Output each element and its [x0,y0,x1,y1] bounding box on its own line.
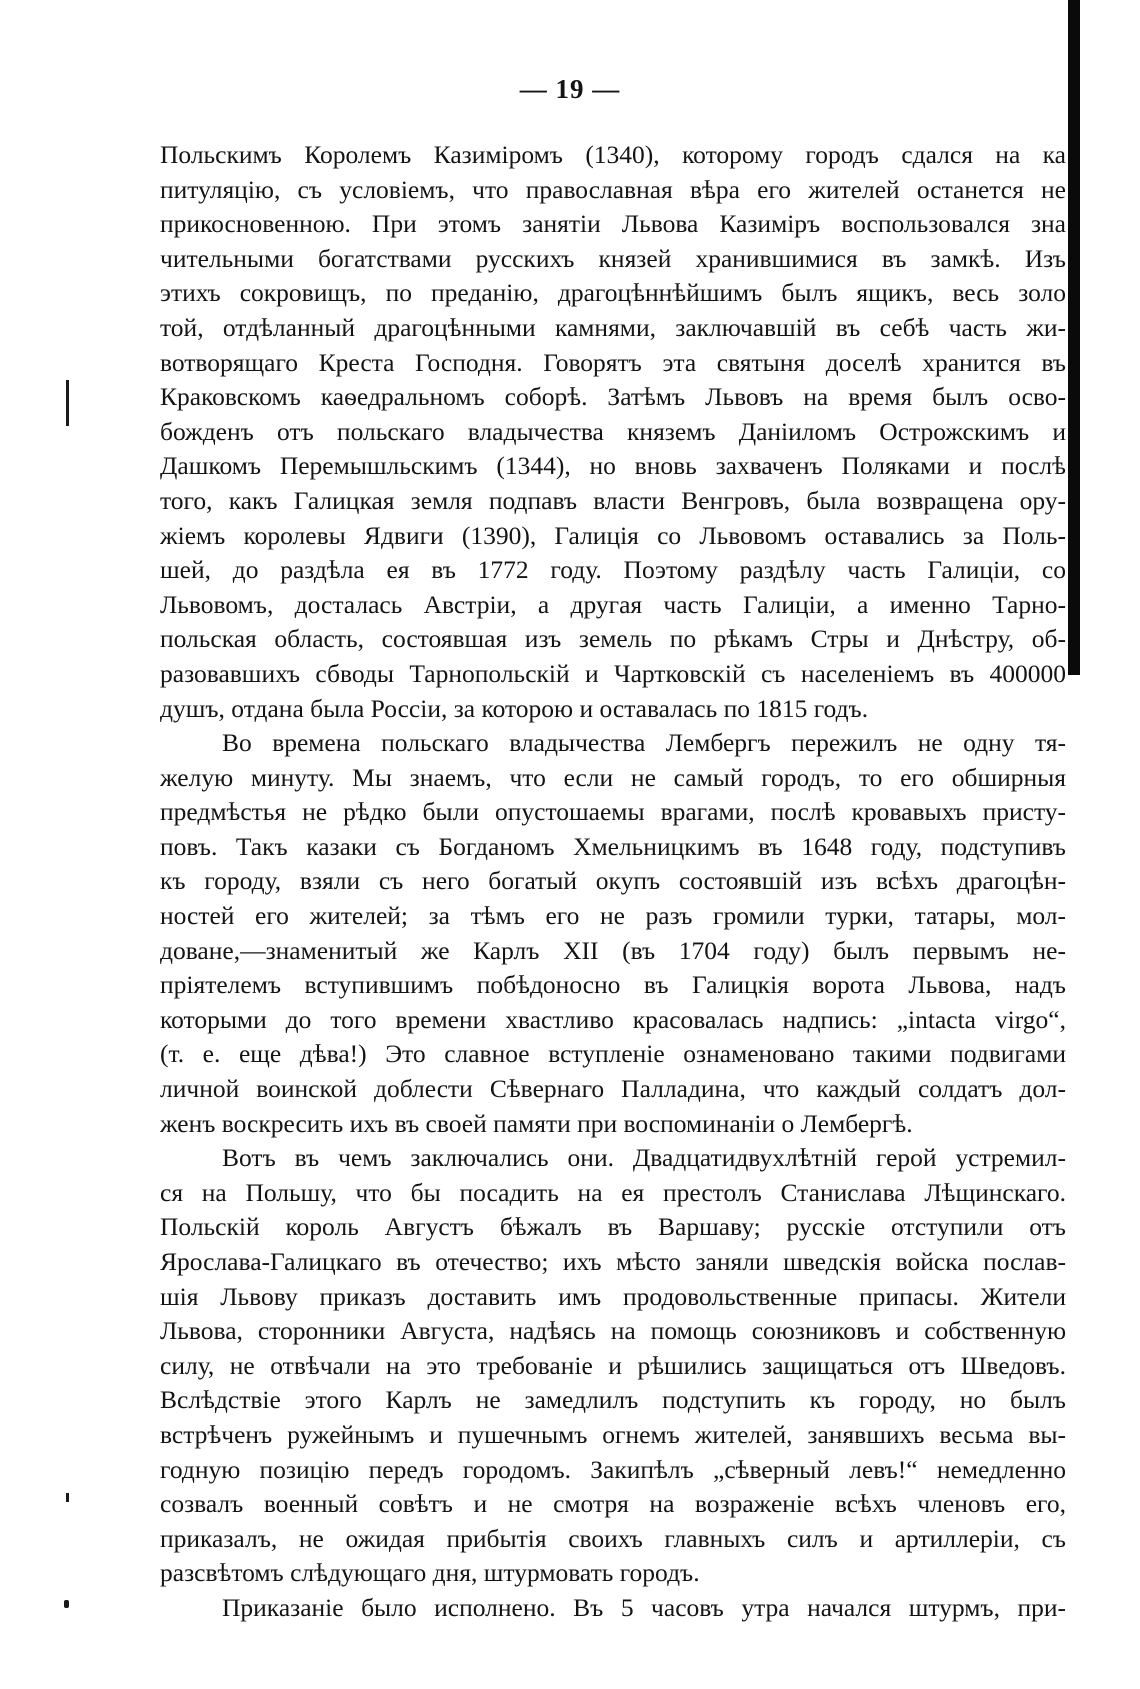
body-text [160,138,1066,1626]
text-line: той, отдѣланный драгоцѣнными камнями, заключавшій въ себѣ часть жи- [160,312,1066,342]
text-line: Польскій король Августъ бѣжалъ въ Варшаву; русскіе отступили отъ [160,1212,1066,1242]
text-line: Дашкомъ Перемышльскимъ (1344), но вновь захваченъ Поляками и послѣ [160,451,1066,481]
text-line: предмѣстья не рѣдко были опустошаемы врагами, послѣ кровавыхъ присту- [160,797,1066,827]
text-line: разсвѣтомъ слѣдующаго дня, штурмовать городъ. [160,1558,700,1588]
text-line: польская область, состоявшая изъ земель по рѣкамъ Стры и Днѣстру, об- [160,624,1066,654]
text-line: того, какъ Галицкая земля подпавъ власти Венгровъ, была возвращена ору- [160,485,1066,515]
text-line: Ярослава-Галицкаго въ отечество; ихъ мѣсто заняли шведскія войска послав- [160,1247,1066,1276]
text-line: годную позицію передъ городомъ. Закипѣлъ „сѣверный левъ!“ немедленно [160,1454,1066,1484]
text-line: Польскимъ Королемъ Казиміромъ (1340), которому городъ сдался на ка [160,140,1066,169]
text-line: разовавшихъ сбводы Тарнопольскій и Чартковскій съ населеніемъ въ 400000 [160,658,1066,688]
text-line: Вслѣдствіе этого Карлъ не замедлилъ подступить къ городу, но былъ [160,1385,1066,1415]
text-line: приказалъ, не ожидая прибытія своихъ главныхъ силъ и артиллеріи, съ [160,1523,1066,1553]
text-line: силу, не отвѣчали на это требованіе и рѣшились защищаться отъ Шведовъ. [160,1350,1066,1380]
text-line: повъ. Такъ казаки съ Богданомъ Хмельницкимъ въ 1648 году, подступивъ [160,831,1066,861]
text-line: питуляцію, съ условіемъ, что православная вѣра его жителей останется не [160,174,1066,204]
text-line: Львова, сторонники Августа, надѣясь на помощь союзниковъ и собственную [160,1316,1066,1346]
text-line: вотворящаго Креста Господня. Говорятъ эта святыня доселѣ хранится въ [160,347,1066,377]
text-line: созвалъ военный совѣтъ и не смотря на возраженіе всѣхъ членовъ его, [160,1489,1066,1519]
text-line: доване,—знаменитый же Карлъ XII (въ 1704 году) былъ первымъ не- [160,935,1066,965]
text-line: которыми до того времени хвастливо красовалась надпись: „intacta virgo“, [160,1004,1066,1034]
text-line: жіемъ королевы Ядвиги (1390), Галиція со Львовомъ оставались за Поль- [160,520,1066,550]
text-line: божденъ отъ польскаго владычества княземъ Даніиломъ Острожскимъ и [160,416,1066,446]
text-line: прикосновенною. При этомъ занятіи Львова Казиміръ воспользовался зна [160,209,1066,239]
text-line: ся на Польшу, что бы посадить на ея престолъ Станислава Лѣщинскаго. [160,1177,1066,1207]
margin-mark [66,380,69,426]
text-line: душъ, отдана была Россіи, за которою и оставалась по 1815 годъ. [160,693,869,723]
margin-mark [64,1600,69,1608]
page-number: — 19 — [519,74,621,104]
text-line: Львовомъ, досталась Австріи, а другая часть Галиціи, а именно Тарно- [160,589,1066,619]
text-line: Краковскомъ каѳедральномъ соборѣ. Затѣмъ Львовъ на время былъ осво- [160,382,1066,412]
margin-mark [66,1493,69,1502]
text-line: желую минуту. Мы знаемъ, что если не самый городъ, то его обширныя [160,762,1066,792]
text-line: Во времена польскаго владычества Лембергъ пережилъ не одну тя- [222,728,1066,758]
text-line: чительными богатствами русскихъ князей хранившимися въ замкѣ. Изъ [160,243,1066,273]
text-line: къ городу, взяли съ него богатый окупъ состоявшій изъ всѣхъ драгоцѣн- [160,866,1066,896]
text-line: шія Львову приказъ доставить имъ продовольственные припасы. Жители [160,1281,1066,1311]
text-line: Приказаніе было исполнено. Въ 5 часовъ утра начался штурмъ, при- [222,1592,1066,1622]
text-line: (т. е. еще дѣва!) Это славное вступленіе ознаменовано такими подвигами [160,1039,1066,1069]
text-line: женъ воскресить ихъ въ своей памяти при воспоминаніи о Лембергѣ. [160,1108,913,1138]
text-line: Вотъ въ чемъ заключались они. Двадцатидвухлѣтній герой устремил- [222,1143,1066,1173]
text-line: шей, до раздѣла ея въ 1772 году. Поэтому раздѣлу часть Галиціи, со [160,555,1066,585]
text-line: встрѣченъ ружейнымъ и пушечнымъ огнемъ жителей, занявшихъ весьма вы- [160,1419,1066,1449]
text-line: личной воинской доблести Сѣвернаго Палладина, что каждый солдатъ дол- [160,1074,1066,1104]
text-line: этихъ сокровищъ, по преданію, драгоцѣннѣйшимъ былъ ящикъ, весь золо [160,278,1066,308]
text-line: ностей его жителей; за тѣмъ его не разъ громили турки, татары, мол- [160,901,1066,931]
text-line: пріятелемъ вступившимъ побѣдоносно въ Галицкія ворота Львова, надъ [160,970,1066,1000]
